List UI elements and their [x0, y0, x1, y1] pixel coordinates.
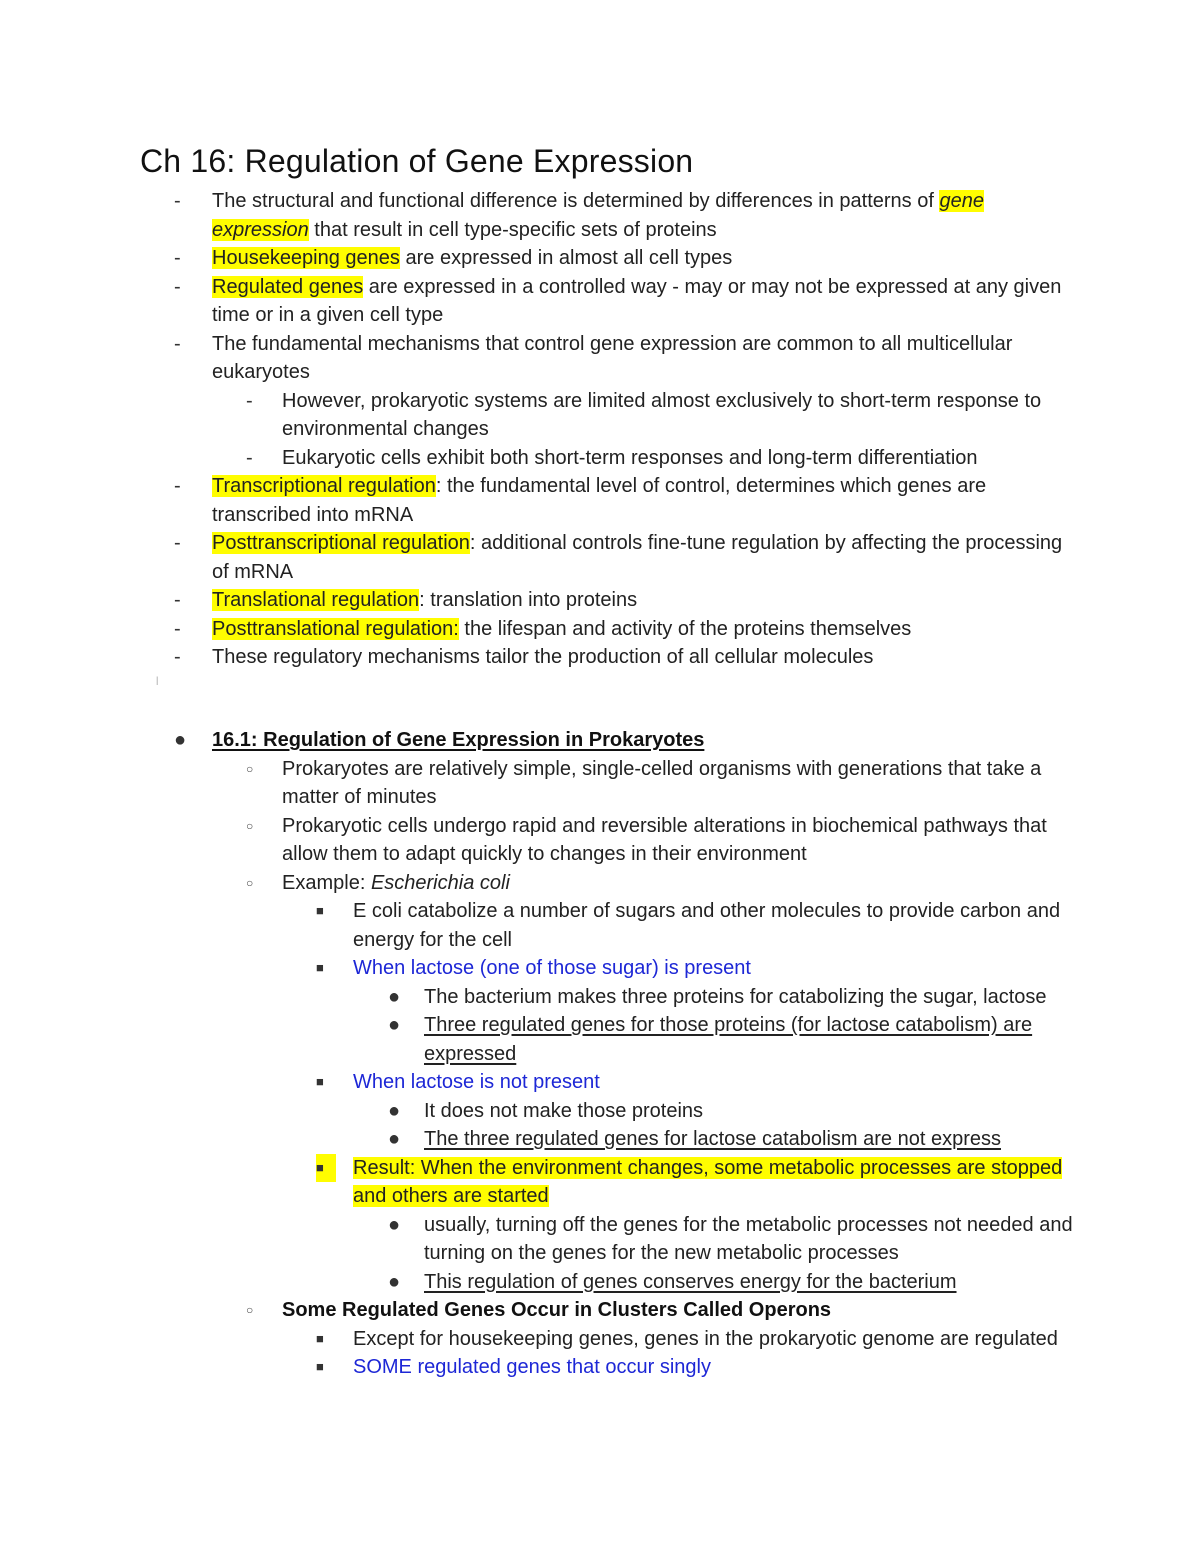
dash-marker: -: [246, 446, 253, 469]
section-heading: 16.1: Regulation of Gene Expression in Prokaryotes: [212, 729, 705, 751]
list-item: - The fundamental mechanisms that control gene expression are common to all multicellular eukaryotes: [0, 330, 1200, 387]
list-item: ■ When lactose (one of those sugar) is present: [0, 954, 1200, 983]
highlight: Housekeeping genes: [212, 247, 400, 269]
list-item: [0, 1296, 1200, 1325]
list-item: [0, 1154, 1200, 1211]
list-item: - Posttranslational regulation: the lifespan and activity of the proteins themselves: [0, 615, 1200, 644]
dash-marker: -: [174, 275, 181, 298]
bullet-icon: ●: [388, 1128, 401, 1150]
notes-list: [0, 187, 1200, 1382]
list-item: ■ E coli catabolize a number of sugars and other molecules to provide carbon and energy for the cell: [0, 897, 1200, 954]
square-bullet-icon: ■: [316, 1330, 324, 1346]
square-bullet-icon: ■: [316, 1154, 336, 1183]
highlight: Translational regulation: [212, 589, 420, 611]
spacer: [0, 700, 1200, 726]
dash-marker: -: [174, 247, 181, 269]
dash-marker: -: [174, 646, 181, 668]
list-item: - Transcriptional regulation: the fundamental level of control, determines which genes are transcribed into mRNA: [0, 472, 1200, 529]
list-item: ■ When lactose is not present: [0, 1068, 1200, 1097]
highlight: gene: [939, 190, 984, 212]
list-item: - Eukaryotic cells exhibit both short-term responses and long-term differentiation: [0, 444, 1200, 473]
list-item: ● Three regulated genes for those proteins (for lactose catabolism) are expressed: [0, 1011, 1200, 1068]
list-item: - Regulated genes are expressed in a controlled way - may or may not be expressed at any given time or in a given cell type: [0, 273, 1200, 330]
square-bullet-icon: ■: [316, 903, 324, 918]
circle-bullet-icon: ○: [246, 818, 254, 833]
list-item: - The structural and functional difference is determined by differences in patterns of gene expression that result in cell type-specific sets of proteins: [0, 187, 1200, 244]
highlight: Result: When the environment changes, some metabolic processes are stopped and others are started: [353, 1156, 1063, 1207]
bullet-icon: ●: [388, 1099, 401, 1122]
subheading: Some Regulated Genes Occur in Clusters Called Operons: [282, 1299, 832, 1321]
list-item: ● The three regulated genes for lactose catabolism are not express: [0, 1125, 1200, 1154]
list-item: - Housekeeping genes are expressed in almost all cell types: [0, 244, 1200, 273]
list-item: ■ Except for housekeeping genes, genes in the prokaryotic genome are regulated: [0, 1325, 1200, 1354]
bullet-icon: ●: [388, 1213, 401, 1236]
stray-mark: |: [156, 674, 159, 685]
bullet-icon: ●: [174, 729, 187, 751]
bullet-icon: ●: [388, 1270, 401, 1293]
square-bullet-icon: ■: [316, 1359, 324, 1374]
highlight: Transcriptional regulation: [212, 475, 436, 497]
dash-marker: -: [174, 532, 181, 554]
circle-bullet-icon: ○: [246, 875, 254, 890]
highlight: Posttranslational regulation:: [212, 617, 459, 640]
circle-bullet-icon: ○: [246, 761, 254, 776]
dash-marker: -: [174, 617, 181, 640]
stray-mark-row: [0, 672, 1200, 701]
list-item: - These regulatory mechanisms tailor the production of all cellular molecules: [0, 643, 1200, 672]
list-item: - However, prokaryotic systems are limited almost exclusively to short-term response to environmental changes: [0, 387, 1200, 444]
circle-bullet-icon: ○: [246, 1303, 254, 1317]
list-item: ● This regulation of genes conserves energy for the bacterium: [0, 1268, 1200, 1297]
list-item: ■ SOME regulated genes that occur singly: [0, 1353, 1200, 1382]
highlight: Regulated genes: [212, 275, 364, 298]
highlight: Posttranscriptional regulation: [212, 532, 470, 554]
list-item: ● usually, turning off the genes for the metabolic processes not needed and turning on the genes for the new metabolic processes: [0, 1211, 1200, 1268]
page-title: Ch 16: Regulation of Gene Expression: [140, 143, 694, 179]
dash-marker: -: [174, 475, 181, 497]
bullet-icon: ●: [388, 985, 401, 1008]
list-item: ○ Example: Escherichia coli: [0, 869, 1200, 898]
list-item: ● It does not make those proteins: [0, 1097, 1200, 1126]
section-heading-item: [0, 726, 1200, 755]
bullet-icon: ●: [388, 1014, 401, 1036]
highlight: expression: [212, 218, 309, 241]
square-bullet-icon: ■: [316, 1074, 324, 1089]
list-item: ○ Prokaryotes are relatively simple, single-celled organisms with generations that take a matter of minutes: [0, 755, 1200, 812]
square-bullet-icon: ■: [316, 960, 324, 975]
list-item: ○ Prokaryotic cells undergo rapid and reversible alterations in biochemical pathways that allow them to adapt quickly to changes in their environment: [0, 812, 1200, 869]
dash-marker: -: [174, 332, 181, 355]
list-item: ● The bacterium makes three proteins for catabolizing the sugar, lactose: [0, 983, 1200, 1012]
dash-marker: -: [174, 589, 181, 611]
list-item: - Translational regulation: translation into proteins: [0, 586, 1200, 615]
dash-marker: -: [174, 190, 181, 212]
dash-marker: -: [246, 389, 253, 412]
list-item: - Posttranscriptional regulation: additional controls fine-tune regulation by affecting the processing of mRNA: [0, 529, 1200, 586]
